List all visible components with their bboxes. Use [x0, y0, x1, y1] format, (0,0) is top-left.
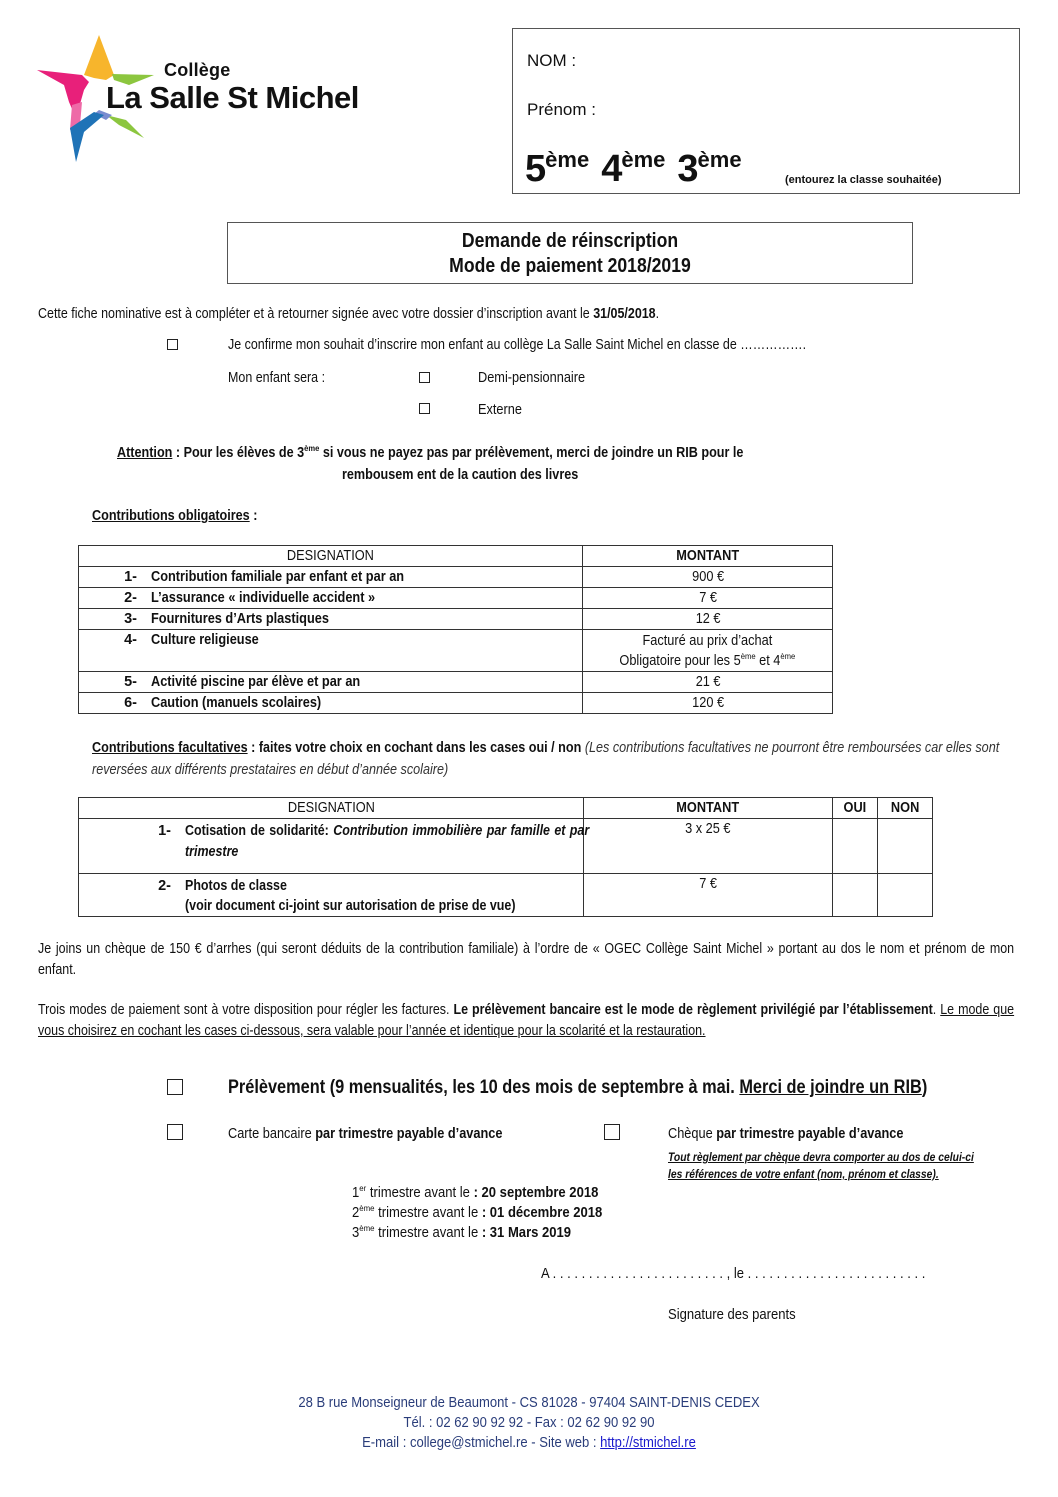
designation-header: DESIGNATION: [79, 546, 583, 567]
montant-header: MONTANT: [583, 798, 832, 819]
status-label: Mon enfant sera :: [228, 370, 326, 386]
optional-contributions-table: [78, 797, 933, 917]
confirm-checkbox[interactable]: [167, 339, 178, 350]
table-header-row: [79, 798, 933, 819]
table-row: 6- Caution (manuels scolaires) 120 €: [79, 693, 833, 714]
prenom-field[interactable]: Prénom :: [527, 100, 596, 119]
table-header-row: [79, 546, 833, 567]
class-option-3[interactable]: 3ème: [677, 147, 742, 190]
solidarite-oui-cell[interactable]: [833, 819, 878, 874]
student-id-box: [512, 28, 1020, 194]
table-row: 3- Fournitures d’Arts plastiques 12 €: [79, 609, 833, 630]
payment-schedule: [352, 1183, 602, 1243]
oui-header: OUI: [833, 798, 878, 819]
schedule-item: 1er trimestre avant le : 20 septembre 2018: [352, 1183, 599, 1201]
page-subtitle: Mode de paiement 2018/2019: [449, 255, 691, 277]
place-date-field[interactable]: A . . . . . . . . . . . . . . . . . . . . . . . . , le . . . . . . . . . . . . . . . . . . . . . . . . .: [541, 1266, 926, 1282]
photos-oui-cell[interactable]: [833, 874, 878, 917]
schedule-item: 3ème trimestre avant le : 31 Mars 2019: [352, 1223, 572, 1241]
demi-pensionnaire-label: Demi-pensionnaire: [478, 370, 586, 386]
prelevement-checkbox[interactable]: [167, 1079, 183, 1095]
montant-header: MONTANT: [583, 546, 833, 567]
nom-field[interactable]: NOM :: [527, 51, 577, 70]
class-hint: (entourez la classe souhaitée): [785, 174, 942, 186]
non-header: NON: [878, 798, 933, 819]
class-choices: [525, 147, 754, 191]
carte-bancaire-label: Carte bancaire par trimestre payable d’avance: [228, 1126, 503, 1142]
title-box: [227, 222, 913, 284]
solidarite-non-cell[interactable]: [878, 819, 933, 874]
cheque-note: Tout règlement par chèque devra comporter au dos de celui-ci les références de votre enfant (nom, prénom et classe).: [668, 1150, 974, 1181]
mandatory-contributions-table: [78, 545, 833, 714]
deadline-date: 31/05/2018: [593, 306, 656, 322]
page-title: Demande de réinscription: [461, 230, 679, 252]
externe-label: Externe: [478, 402, 522, 418]
table-row: 1- Cotisation de solidarité: Contribution immobilière par famille et par trimestre 3 x 25 €: [79, 819, 933, 874]
table-row: 5- Activité piscine par élève et par an 21 €: [79, 672, 833, 693]
prelevement-label: Prélèvement (9 mensualités, les 10 des mois de septembre à mai. Merci de joindre un RIB): [228, 1077, 928, 1098]
photos-non-cell[interactable]: [878, 874, 933, 917]
demi-pensionnaire-checkbox[interactable]: [419, 372, 430, 383]
externe-checkbox[interactable]: [419, 403, 430, 414]
mandatory-heading: Contributions obligatoires :: [92, 508, 258, 524]
deposit-cheque-note: Je joins un chèque de 150 € d’arrhes (qui seront déduits de la contribution familiale) à l’ordre de « OGEC Collège Saint Michel » portant au dos le nom et prénom de mon enfant.: [38, 941, 1015, 978]
logo-college-text: Collège: [164, 60, 231, 80]
table-row: 2- L’assurance « individuelle accident » 7 €: [79, 588, 833, 609]
table-row: 4- Culture religieuse Facturé au prix d’achat Obligatoire pour les 5ème et 4ème: [79, 630, 833, 672]
footer-phone: Tél. : 02 62 90 92 92 - Fax : 02 62 90 92 90: [403, 1415, 655, 1431]
schedule-item: 2ème trimestre avant le : 01 décembre 2018: [352, 1203, 603, 1221]
attention-note-line2: rembousem ent de la caution des livres: [342, 467, 579, 483]
confirm-label: Je confirme mon souhait d’inscrire mon enfant au collège La Salle Saint Michel en classe de …………….: [228, 337, 807, 353]
optional-heading: Contributions facultatives : faites votre choix en cochant dans les cases oui / non (Les contributions facultatives ne pourront être remboursées car elles sont reversées aux différents prestataires en début d’année scolaire): [92, 740, 1000, 778]
class-option-5[interactable]: 5ème: [525, 147, 590, 190]
signature-label: Signature des parents: [668, 1307, 796, 1323]
intro-text: Cette fiche nominative est à compléter et à retourner signée avec votre dossier d’inscription avant le 31/05/2018.: [38, 306, 660, 322]
cheque-checkbox[interactable]: [604, 1124, 620, 1140]
website-link[interactable]: http://stmichel.re: [600, 1435, 696, 1451]
table-row: 2- Photos de classe (voir document ci-joint sur autorisation de prise de vue) 7 €: [79, 874, 933, 917]
cheque-label: Chèque par trimestre payable d’avance: [668, 1126, 904, 1142]
table-row: 1- Contribution familiale par enfant et par an 900 €: [79, 567, 833, 588]
school-logo: [34, 30, 359, 165]
class-option-4[interactable]: 4ème: [601, 147, 666, 190]
payment-modes-paragraph: Trois modes de paiement sont à votre disposition pour régler les factures. Le prélèvement bancaire est le mode de règlement privilégié par l’établissement. Le mode que vous choisirez en cochant les cases ci-dessous, sera valable pour l’année et identique pour la scolarité et la restauration.: [38, 1002, 1015, 1039]
designation-header: DESIGNATION: [79, 798, 584, 819]
footer: [0, 1393, 1058, 1453]
carte-bancaire-checkbox[interactable]: [167, 1124, 183, 1140]
logo-school-name: La Salle St Michel: [106, 80, 359, 115]
attention-note: Attention : Pour les élèves de 3ème si vous ne payez pas par prélèvement, merci de joindre un RIB pour le: [117, 443, 744, 461]
footer-contact: E-mail : college@stmichel.re - Site web : http://stmichel.re: [362, 1435, 696, 1451]
footer-address: 28 B rue Monseigneur de Beaumont - CS 81028 - 97404 SAINT-DENIS CEDEX: [298, 1395, 760, 1411]
